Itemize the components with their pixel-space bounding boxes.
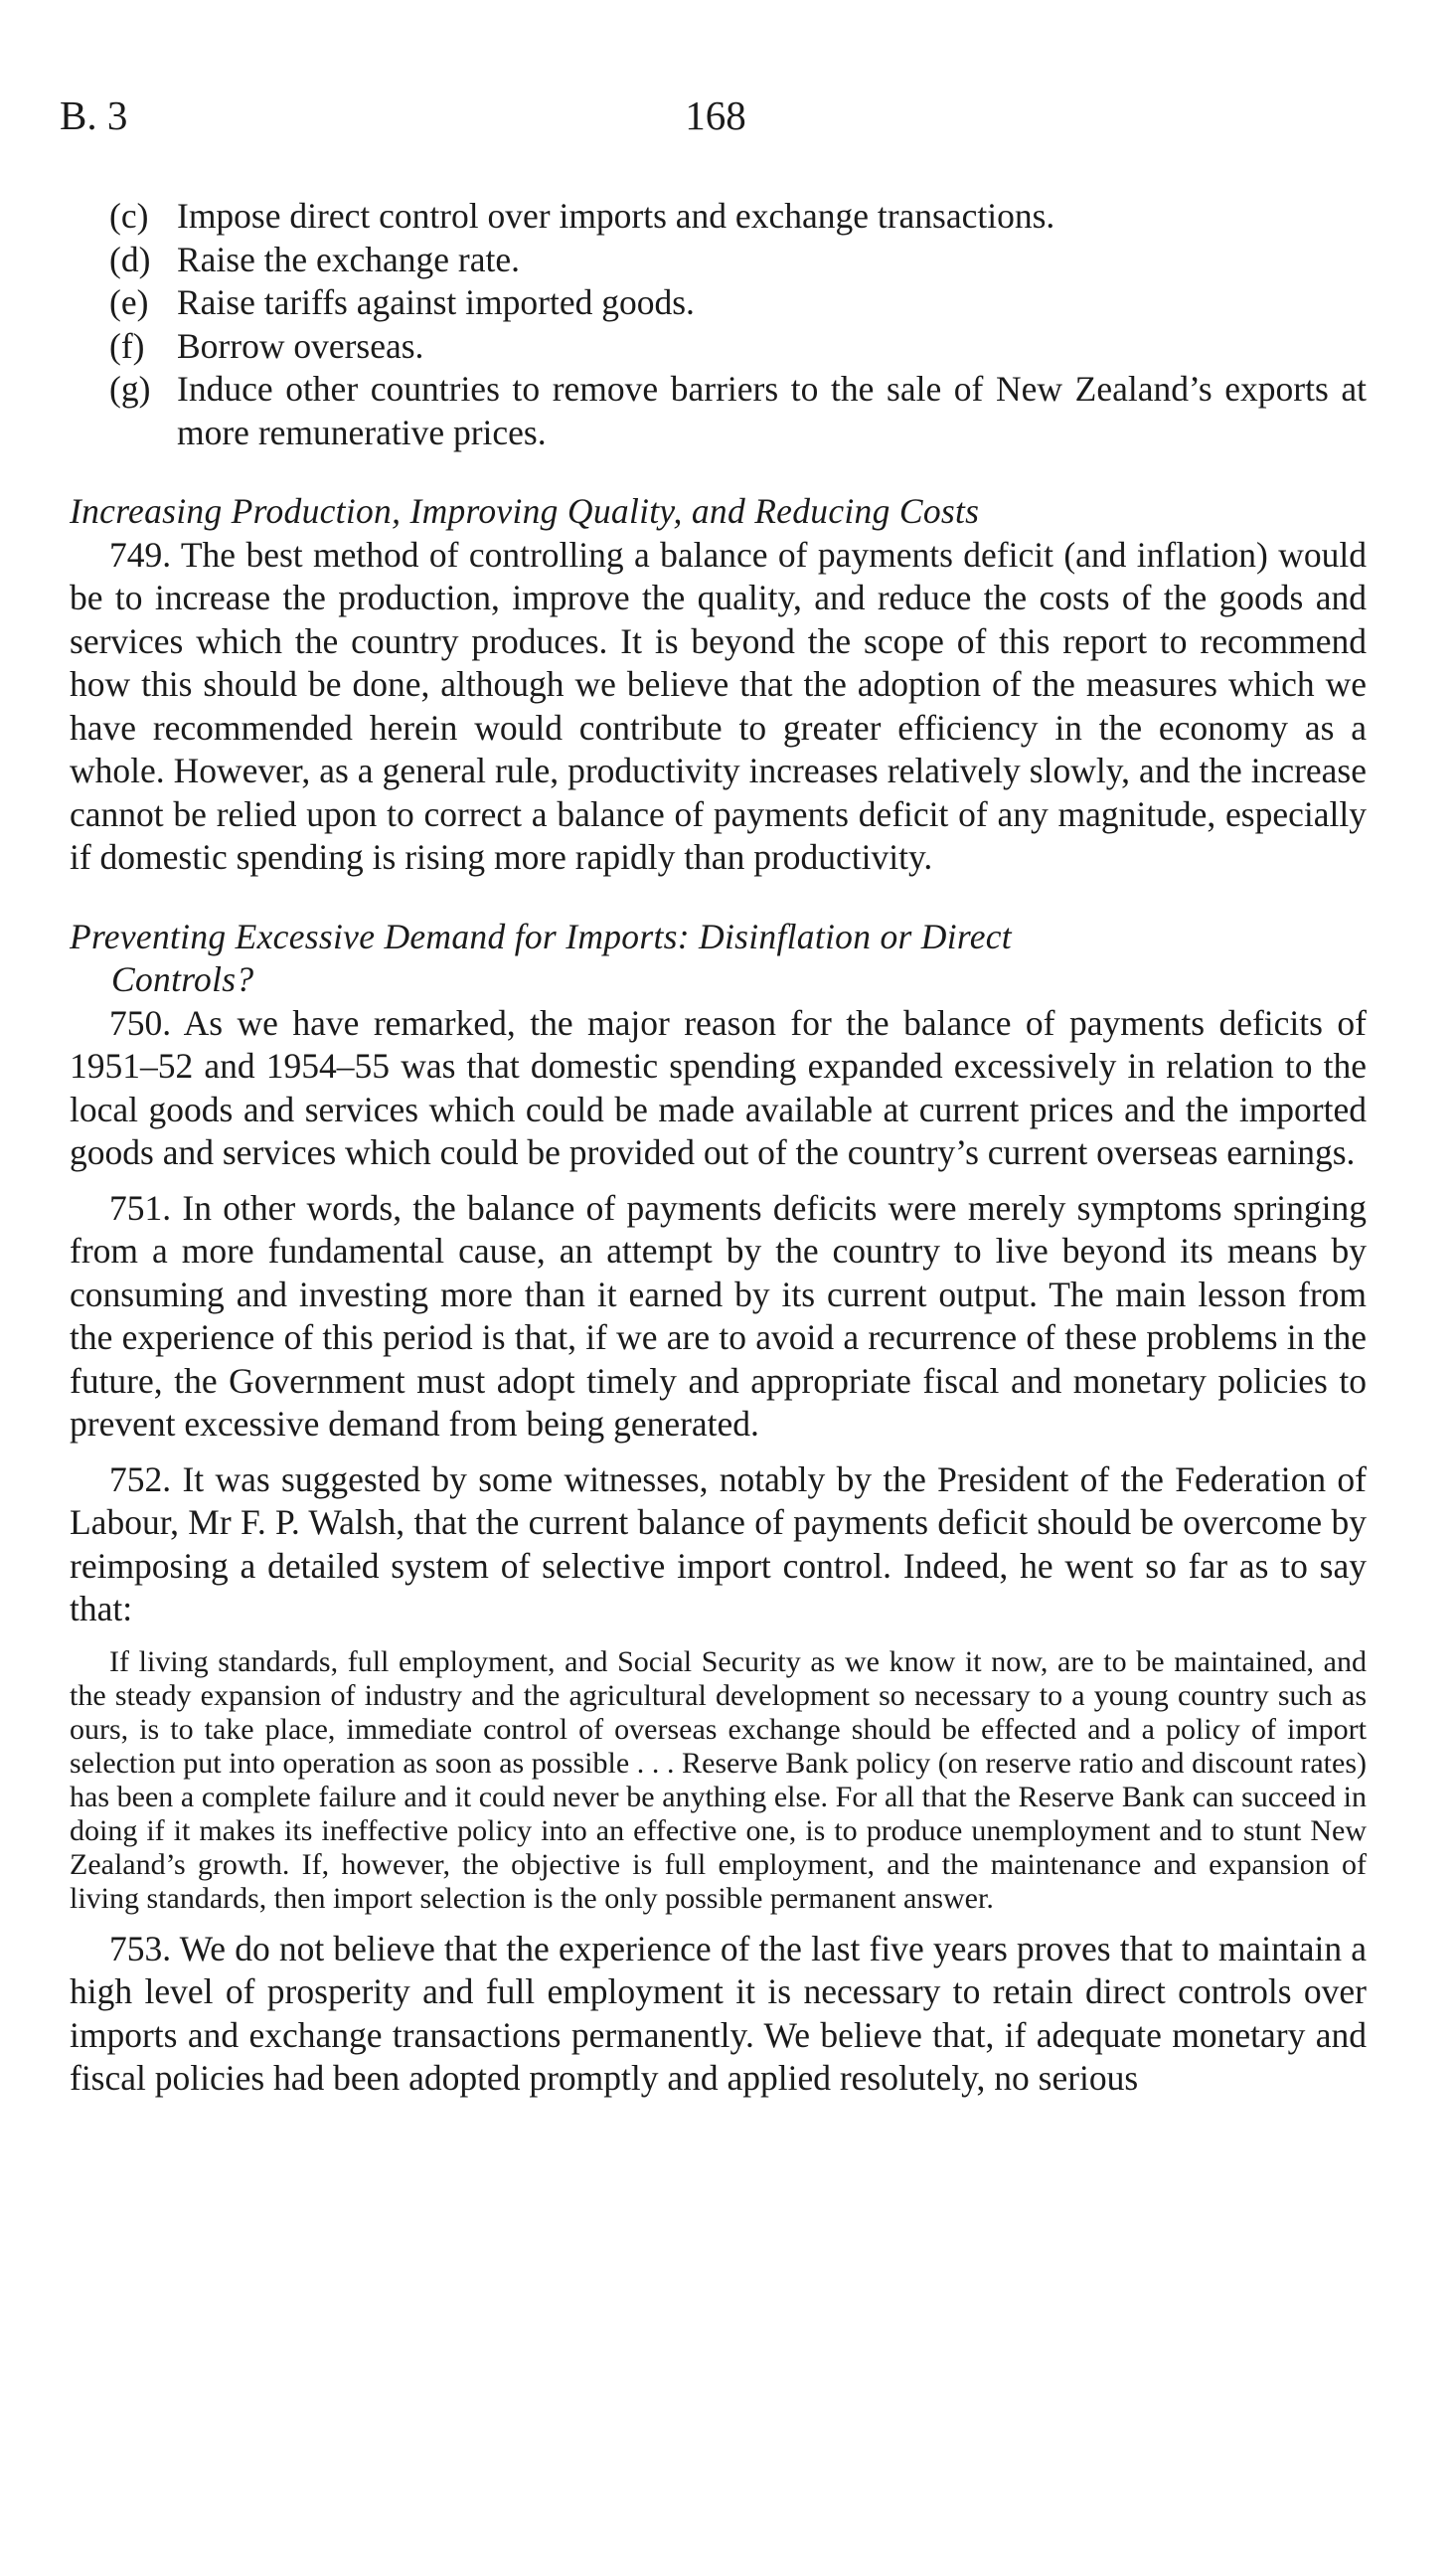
paragraph-750 bbox=[70, 1002, 1367, 1175]
list-item bbox=[70, 239, 1367, 282]
page-header bbox=[60, 91, 1372, 151]
paragraph-text: We do not believe that the experience of the last five years proves that to maintain a high level of prosperity and full employment it is necessary to retain direct controls over imports and exchange transactions permanently. We believe that, if adequate monetary and fiscal policies had been adopted promptly and applied resolutely, no serious bbox=[70, 1928, 1367, 2098]
list-item-text: Raise the exchange rate. bbox=[177, 239, 520, 279]
section-heading-production: Increasing Production, Improving Quality, and Reducing Costs bbox=[70, 491, 980, 531]
section-heading-imports bbox=[70, 916, 1367, 1002]
page-number: 168 bbox=[685, 92, 746, 138]
list-item-text: Raise tariffs against imported goods. bbox=[177, 282, 695, 322]
paragraph-number: 752. bbox=[109, 1458, 172, 1499]
paragraph-text: The best method of controlling a balance of payments deficit (and inflation) would be to increase the production, improve the quality, and reduce the costs of the goods and services which the country produces. It is beyond the scope of this report to recommend how this should be done, although we believe that the adoption of the measures which we have recommended herein would contribute to greater efficiency in the economy as a whole. However, as a general rule, productivity increases relatively slowly, and the increase cannot be relied upon to correct a balance of payments deficit of any magnitude, especially if domestic spending is rising more rapidly than productivity. bbox=[70, 534, 1368, 877]
document-reference: B. 3 bbox=[60, 92, 128, 138]
list-item bbox=[70, 195, 1367, 239]
list-item bbox=[70, 281, 1367, 325]
list-marker: (g) bbox=[109, 369, 151, 409]
list-item bbox=[70, 325, 1367, 369]
paragraph-753 bbox=[70, 1928, 1367, 2101]
page-content bbox=[70, 195, 1367, 2101]
list-marker: (d) bbox=[109, 239, 151, 279]
list-marker: (e) bbox=[109, 282, 149, 322]
paragraph-number: 749. bbox=[109, 534, 172, 575]
paragraph-number: 751. bbox=[109, 1187, 172, 1228]
measures-list bbox=[70, 195, 1367, 454]
list-item bbox=[70, 368, 1367, 454]
list-item-text: Impose direct control over imports and exchange transactions. bbox=[177, 196, 1055, 236]
paragraph-text: It was suggested by some witnesses, notably by the President of the Federation of Labour, Mr F. P. Walsh, that the current balance of payments deficit should be overcome by reimposing a detailed system of selective import control. Indeed, he went so far as to say that: bbox=[70, 1458, 1368, 1628]
section-heading-line-2: Controls? bbox=[111, 959, 254, 999]
list-marker: (f) bbox=[109, 325, 145, 366]
section-heading-line-1: Preventing Excessive Demand for Imports: Disinflation or Direct bbox=[70, 916, 1012, 956]
paragraph-number: 753. bbox=[109, 1928, 172, 1968]
list-item-text: Induce other countries to remove barriers to the sale of New Zealand’s exports at more remunerative prices. bbox=[177, 369, 1367, 452]
paragraph-number: 750. bbox=[109, 1002, 172, 1043]
block-quote: If living standards, full employment, and Social Security as we know it now, are to be maintained, and the steady expansion of industry and the agricultural development so necessary to a young country such as ours, is to take place, immediate control of overseas exchange should be effected and a policy of import selection put into operation as soon as possible . . . Reserve Bank policy (on reserve ratio and discount rates) has been a complete failure and it could never be anything else. For all that the Reserve Bank can succeed in doing if it makes its ineffective policy into an effective one, is to produce unemployment and to stunt New Zealand’s growth. If, however, the objective is full employment, and the maintenance and expansion of living standards, then import selection is the only possible permanent answer. bbox=[70, 1644, 1367, 1915]
list-item-text: Borrow overseas. bbox=[177, 325, 424, 366]
paragraph-text: In other words, the balance of payments deficits were merely symptoms springing from a more fundamental cause, an attempt by the country to live beyond its means by consuming and investing more than it earned by its current output. The main lesson from the experience of this period is that, if we are to avoid a recurrence of these problems in the future, the Government must adopt timely and appropriate fiscal and monetary policies to prevent excessive demand from being generated. bbox=[70, 1187, 1368, 1444]
paragraph-751 bbox=[70, 1187, 1367, 1447]
paragraph-752 bbox=[70, 1458, 1367, 1631]
paragraph-749 bbox=[70, 534, 1367, 880]
paragraph-text: As we have remarked, the major reason for the balance of payments deficits of 1951–52 and 1954–55 was that domestic spending expanded excessively in relation to the local goods and services which could be made available at current prices and the imported goods and services which could be provided out of the country’s current overseas earnings. bbox=[70, 1002, 1367, 1172]
list-marker: (c) bbox=[109, 196, 149, 236]
